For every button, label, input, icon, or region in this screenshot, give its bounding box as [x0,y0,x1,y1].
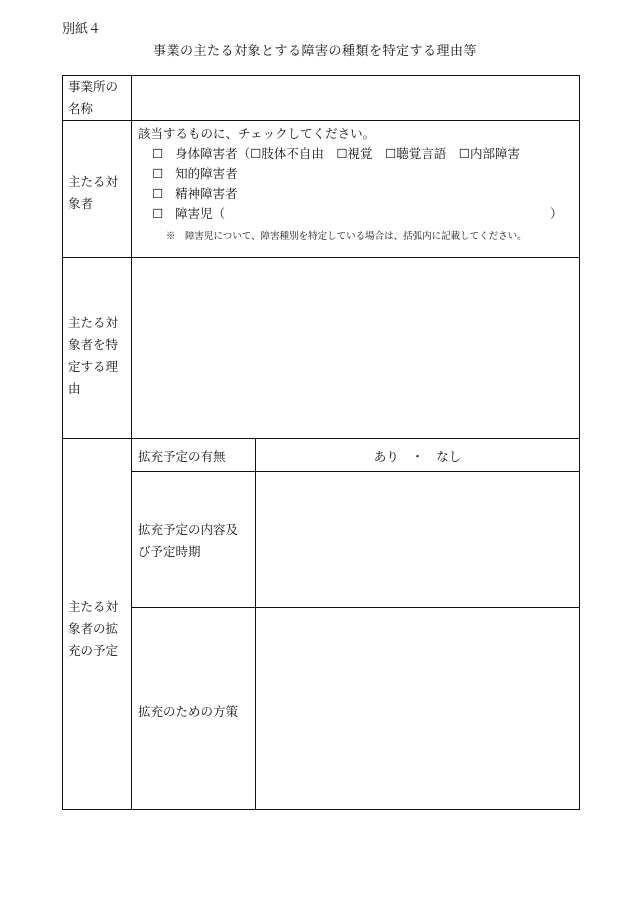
target-option-child[interactable] [152,204,225,222]
table-border-right [579,75,580,810]
page-title: 事業の主たる対象とする障害の種類を特定する理由等 [152,44,477,59]
option-label: 精神障害者 [175,186,238,201]
checkbox-icon: ☐ [152,146,164,161]
label-column-divider [131,75,132,810]
row-divider-1 [62,120,580,121]
option-label: 障害児（ [175,206,226,221]
table-border-bottom [62,809,580,810]
target-option-intellectual[interactable] [152,164,238,182]
target-instruction: 該当するものに、チェックしてください。 [138,126,376,141]
checkbox-icon: ☐ [152,186,164,201]
checkbox-icon: ☐ [152,206,164,221]
checkbox-icon: ☐ [152,166,164,181]
table-border-left [62,75,63,810]
form-table [62,75,580,810]
target-label: 主たる対象者 [68,174,119,211]
option-label: 知的障害者 [175,166,238,181]
close-paren: ） [550,206,563,221]
expansion-plan-choice[interactable]: あり ・ なし [373,449,462,464]
row-divider-3 [62,438,580,439]
expansion-label: 主たる対象者の拡充の予定 [68,599,119,658]
office-name-label: 事業所の名称 [68,79,119,116]
target-note: ※ 障害児について、障害種別を特定している場合は、括弧内に記載してください。 [166,231,527,242]
reason-label: 主たる対象者を特定する理由 [68,315,119,396]
expansion-content-field[interactable] [256,472,579,607]
target-option-mental[interactable] [152,184,238,202]
expansion-plan-label: 拡充予定の有無 [138,449,226,464]
office-name-field[interactable] [132,76,579,120]
option-label: 身体障害者（☐肢体不自由 ☐視覚 ☐聴覚言語 ☐内部障害 [175,146,520,161]
reason-field[interactable] [132,258,579,438]
expansion-content-label: 拡充予定の内容及び予定時期 [138,522,239,559]
expansion-measures-field[interactable] [256,608,579,809]
target-option-physical[interactable] [152,144,520,162]
annex-label: 別紙４ [62,22,102,37]
expansion-measures-label: 拡充のための方策 [138,704,239,719]
